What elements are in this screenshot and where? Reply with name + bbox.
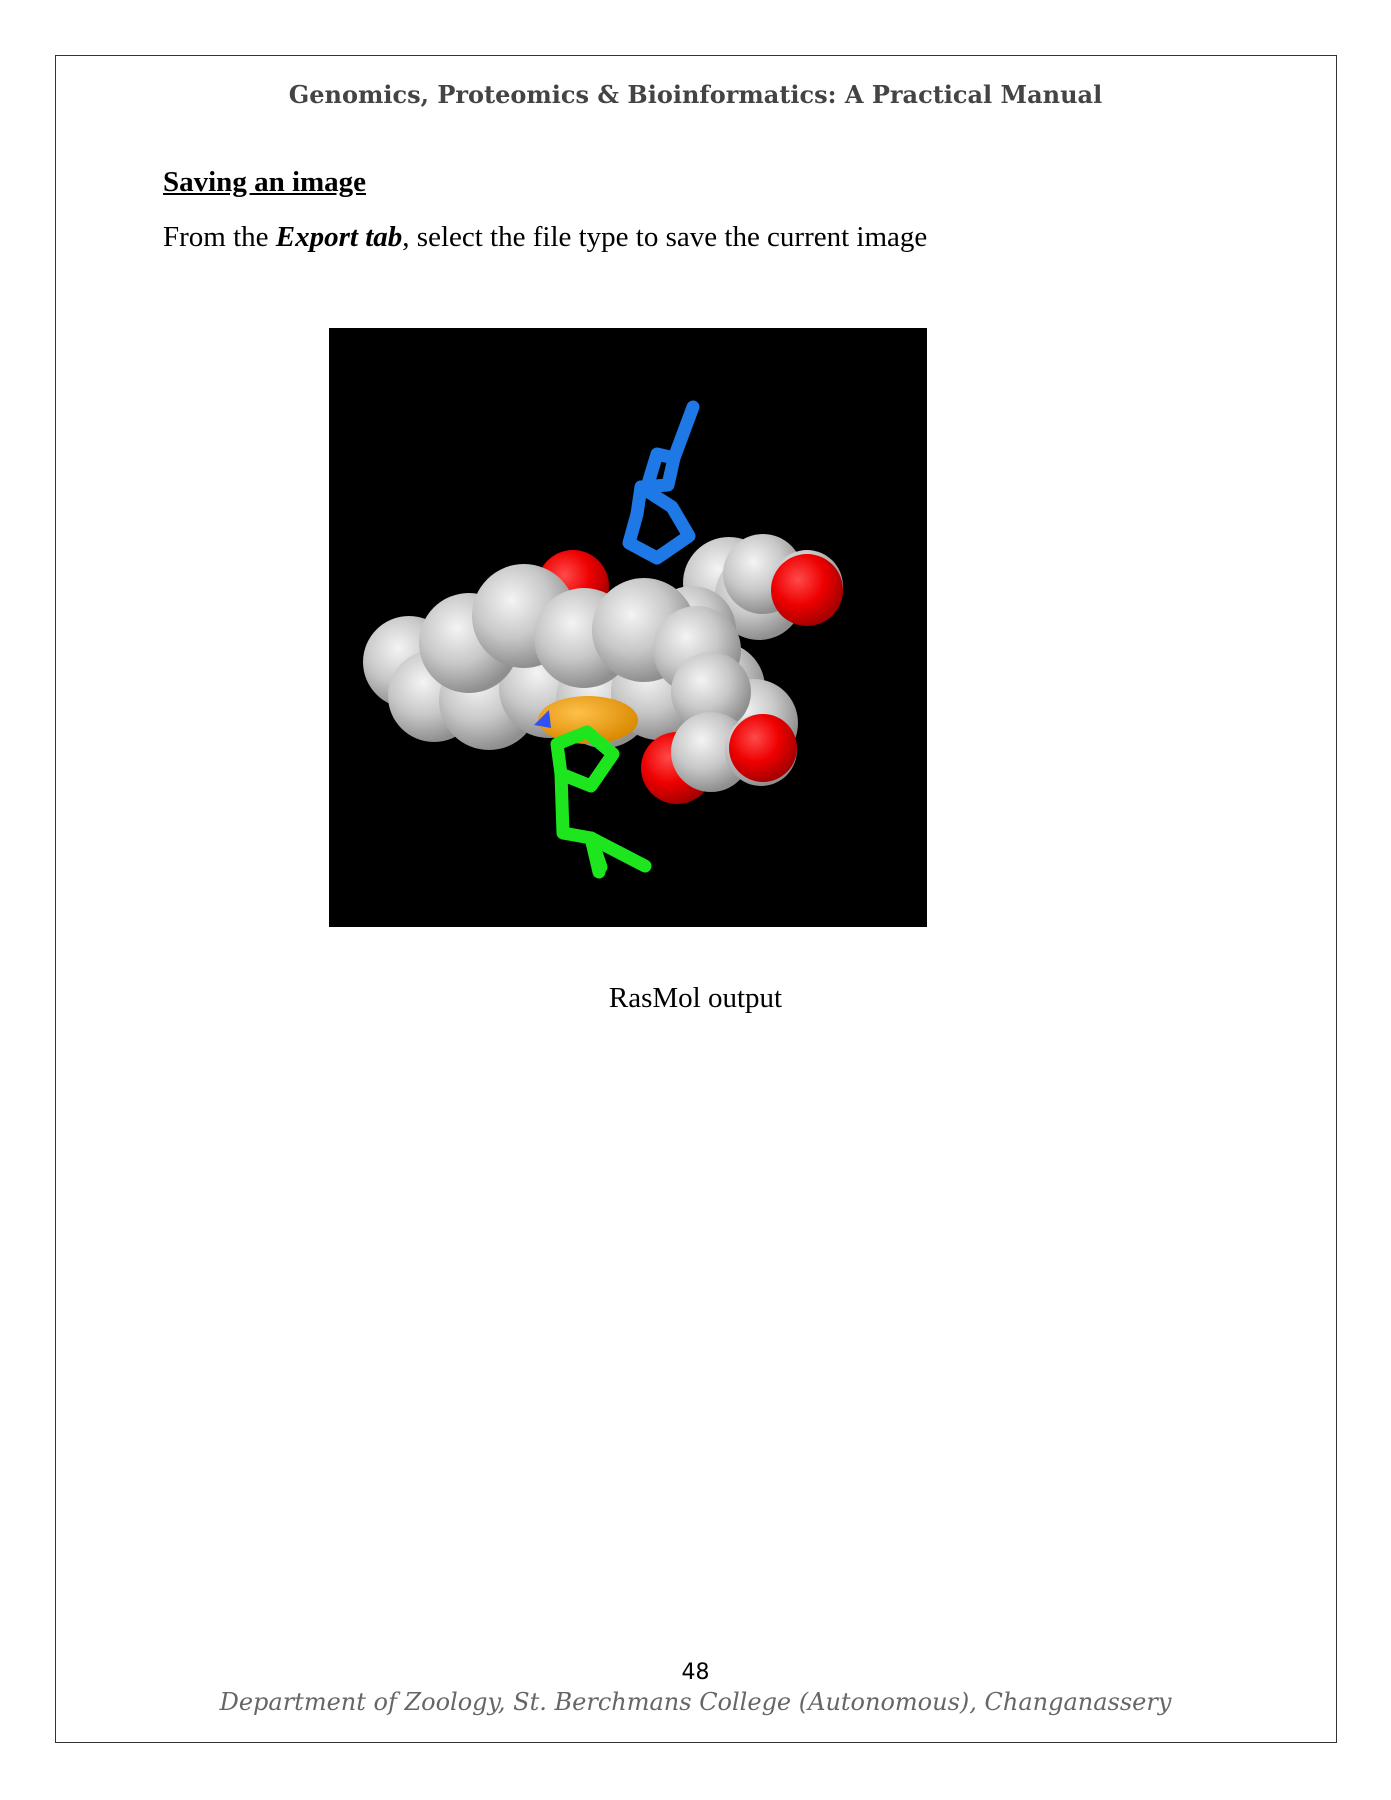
upper-residue-sticks <box>629 407 693 558</box>
instruction-text <box>163 221 927 254</box>
section-heading: Saving an image <box>163 166 367 198</box>
export-tab-label: Export tab <box>275 221 403 253</box>
running-header: Genomics, Proteomics & Bioinformatics: A Practical Manual <box>288 80 1103 109</box>
molecule-render <box>329 328 927 927</box>
running-footer: Department of Zoology, St. Berchmans College (Autonomous), Changanassery <box>219 1688 1172 1716</box>
instruction-suffix: , select the file type to save the current image <box>402 221 928 253</box>
page-number: 48 <box>681 1660 710 1685</box>
figure-caption: RasMol output <box>608 982 783 1014</box>
lower-residue-sticks <box>557 732 645 872</box>
rasmol-molecule-image <box>329 328 927 927</box>
instruction-prefix: From the <box>163 221 276 253</box>
